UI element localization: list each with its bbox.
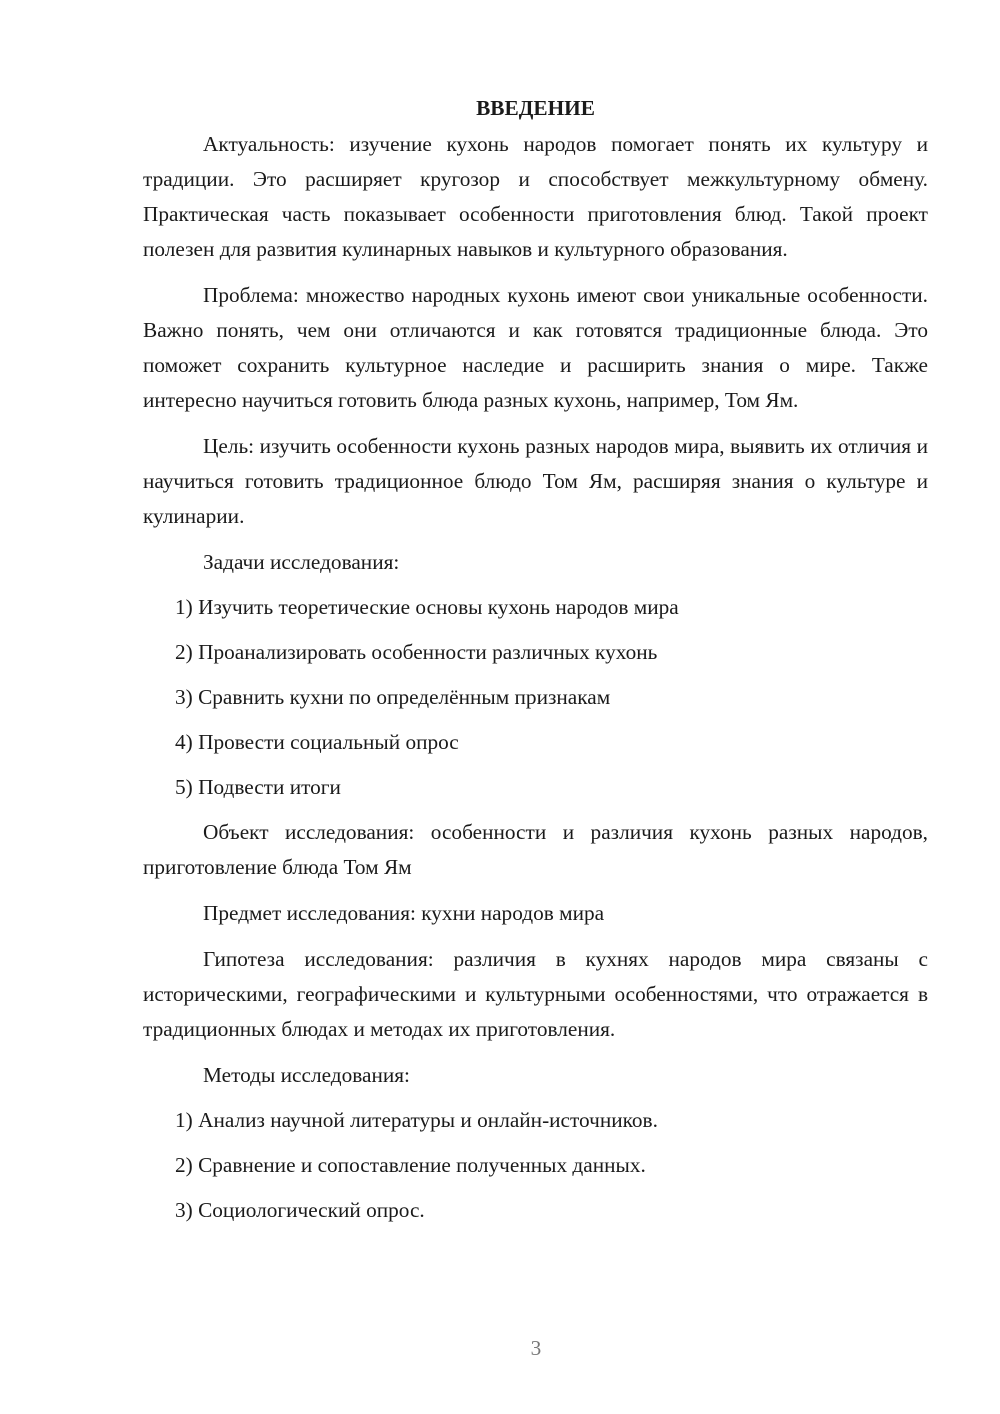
tasks-label: Задачи исследования: [203, 550, 400, 574]
relevance-paragraph: Актуальность: изучение кухонь народов помогает понять их культуру и традиции. Это расширяет кругозор и способствует межкультурному обмену. Практическая часть показывает особенности приготовления блюд. Такой проект полезен для развития кулинарных навыков и культурного образования. [143, 132, 928, 261]
problem-paragraph: Проблема: множество народных кухонь имеют свои уникальные особенности. Важно понять, чем они отличаются и как готовятся традиционные блюда. Это поможет сохранить культурное наследие и расширить знания о мире. Также интересно научиться готовить блюда разных кухонь, например, Том Ям. [143, 283, 928, 412]
section-title: ВВЕДЕНИЕ [476, 96, 595, 120]
task-item: 3) Сравнить кухни по определённым признакам [175, 685, 611, 709]
page-number: 3 [530, 1336, 542, 1360]
methods-label: Методы исследования: [203, 1063, 410, 1087]
task-item: 1) Изучить теоретические основы кухонь народов мира [175, 595, 679, 619]
page-content [143, 91, 928, 1238]
task-item: 4) Провести социальный опрос [175, 730, 459, 754]
tasks-list [143, 590, 928, 805]
method-item: 3) Социологический опрос. [175, 1198, 425, 1222]
task-item: 5) Подвести итоги [175, 775, 341, 799]
method-item: 2) Сравнение и сопоставление полученных данных. [175, 1153, 646, 1177]
task-item: 2) Проанализировать особенности различных кухонь [175, 640, 658, 664]
object-paragraph: Объект исследования: особенности и различия кухонь разных народов, приготовление блюда Том Ям [143, 820, 928, 879]
subject-paragraph: Предмет исследования: кухни народов мира [203, 901, 605, 925]
hypothesis-paragraph: Гипотеза исследования: различия в кухнях народов мира связаны с историческими, географическими и культурными особенностями, что отражается в традиционных блюдах и методах их приготовления. [143, 947, 928, 1041]
method-item: 1) Анализ научной литературы и онлайн-источников. [175, 1108, 658, 1132]
goal-paragraph: Цель: изучить особенности кухонь разных народов мира, выявить их отличия и научиться готовить традиционное блюдо Том Ям, расширяя знания о культуре и кулинарии. [143, 434, 928, 528]
methods-list [143, 1103, 928, 1228]
